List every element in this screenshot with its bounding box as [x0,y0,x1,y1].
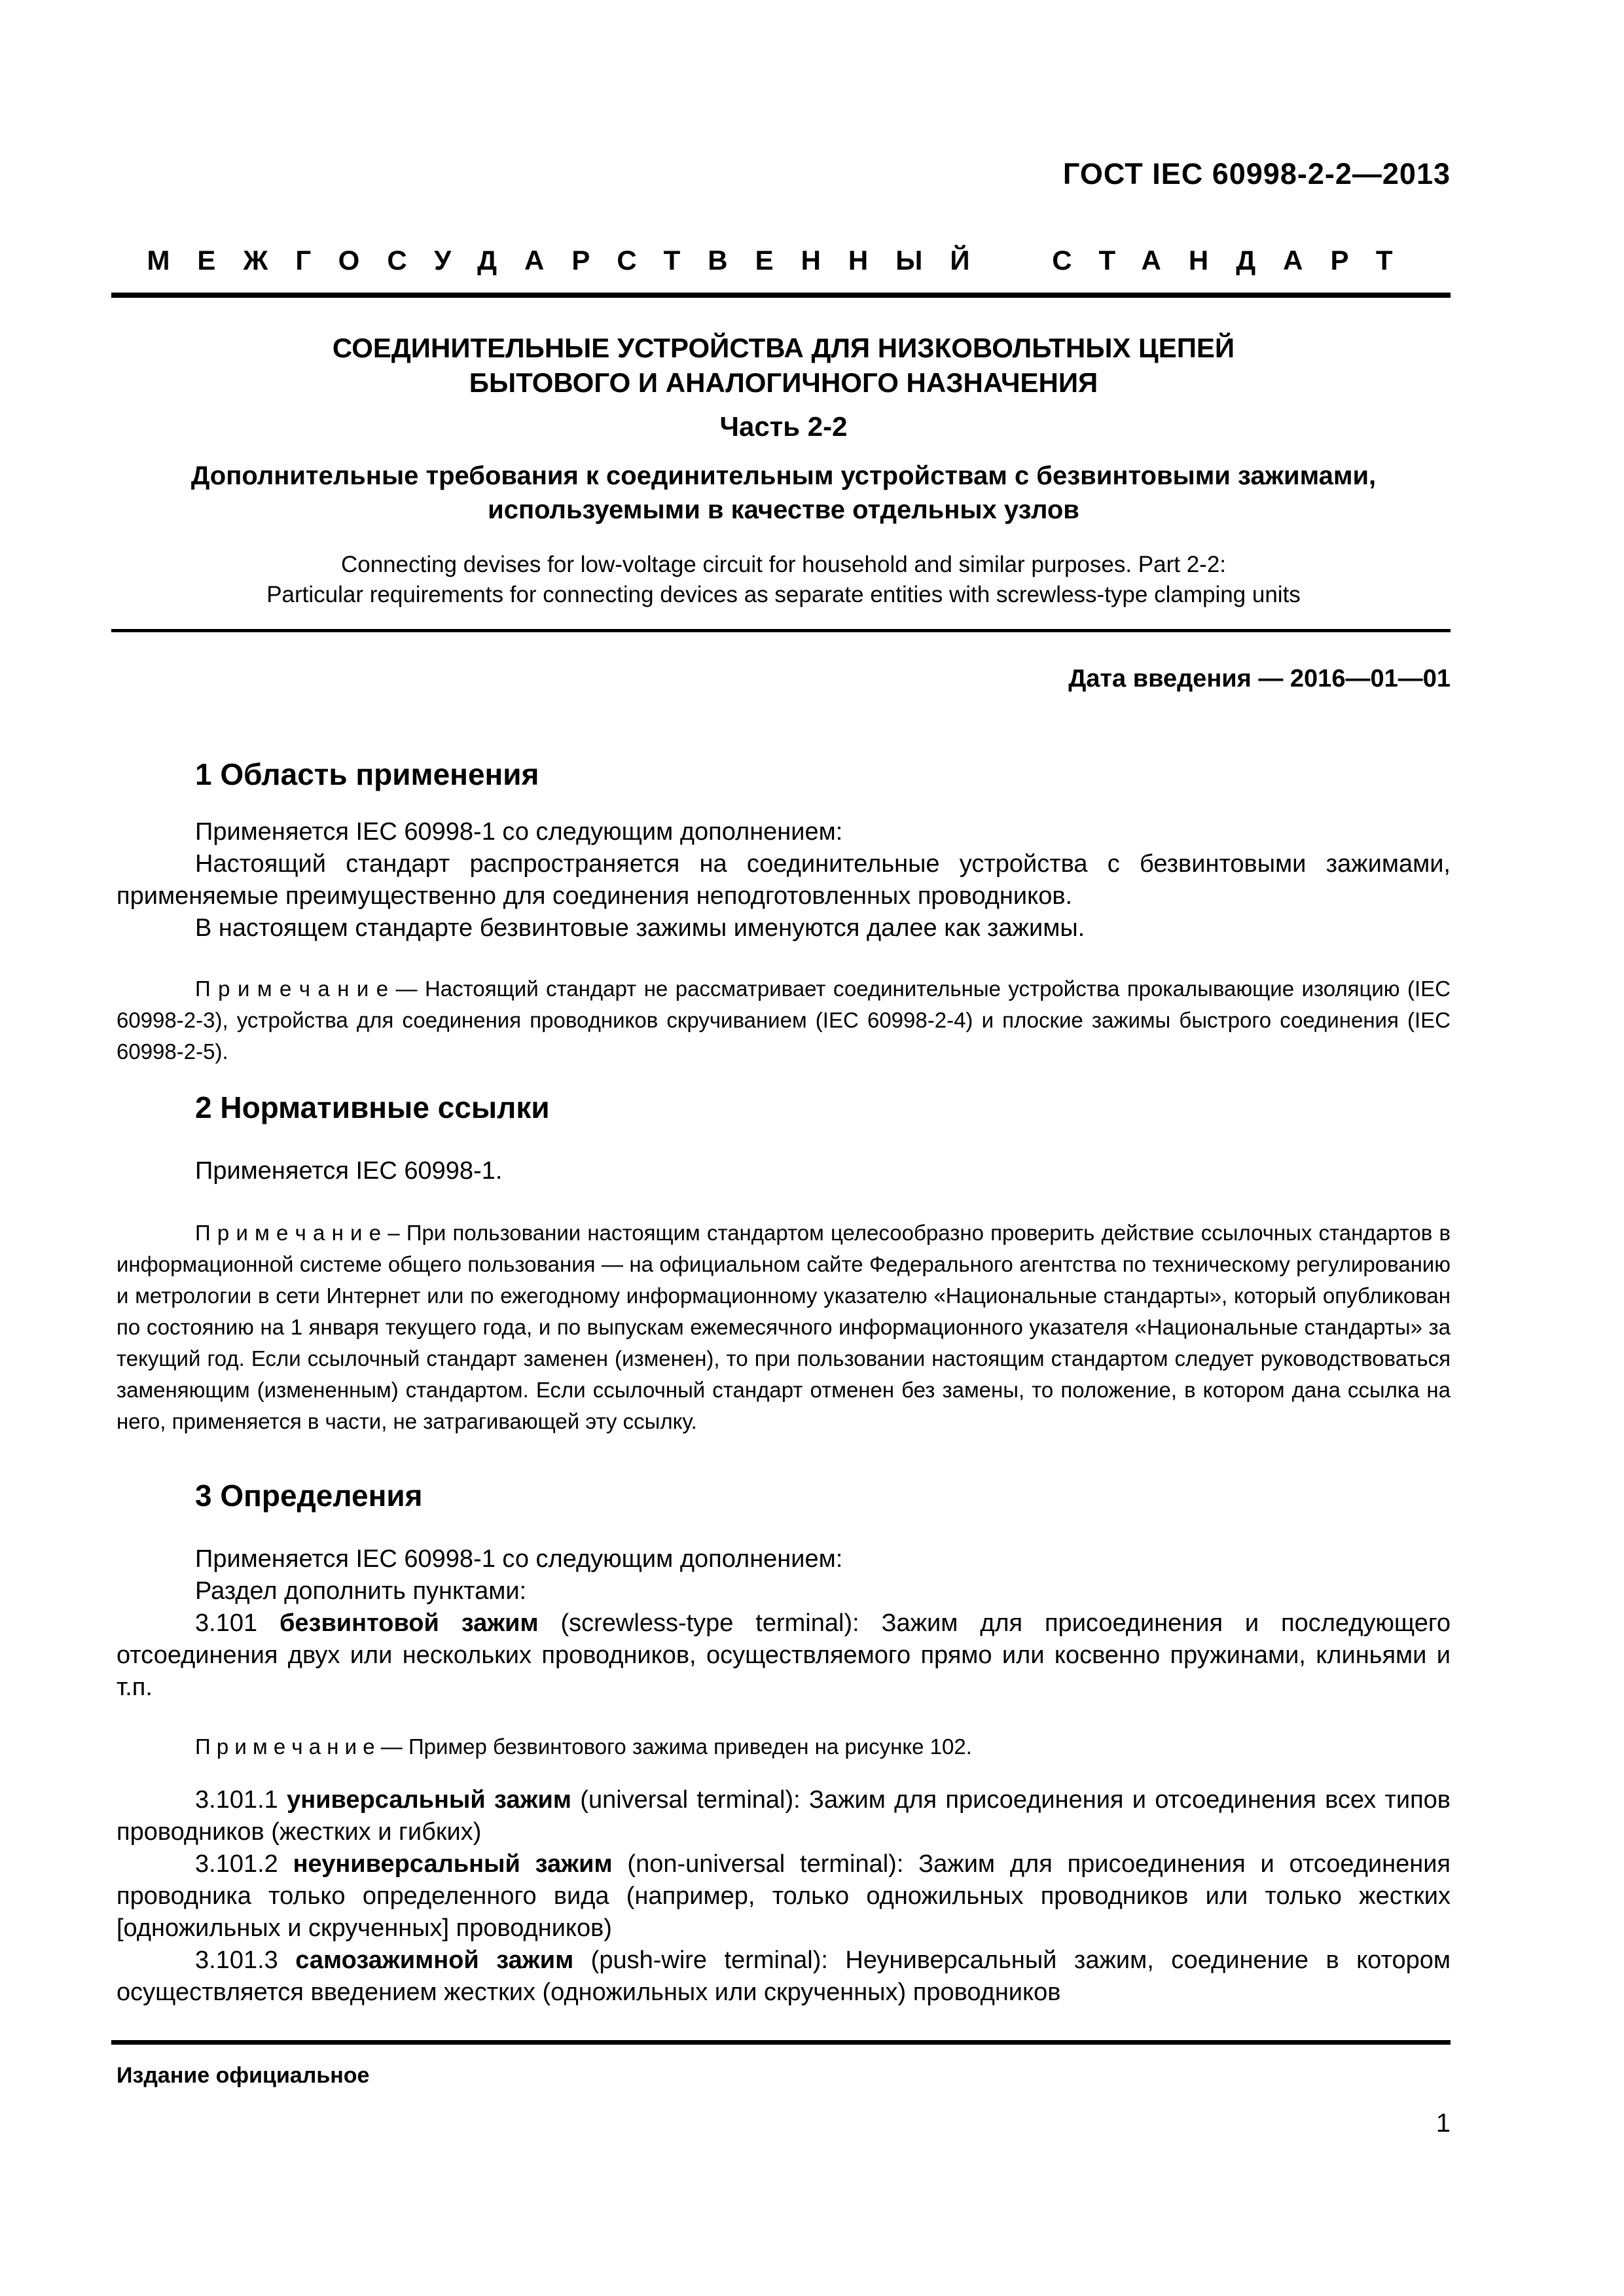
doc-number: ГОСТ IEC 60998-2-2—2013 [1062,157,1451,190]
section-1-paragraph: В настоящем стандарте безвинтовые зажимы именуются далее как зажимы. [195,914,1085,942]
clause-number: 3.101.2 [195,1850,293,1878]
section-3-note [117,1731,1451,1763]
subtitle-line1: Дополнительные требования к соединительным устройствам с безвинтовыми зажимами, [190,461,1377,490]
clause-text: (universal terminal): Зажим для присоединения и отсоединения всех типов проводников (жестких и гибких) [117,1786,1451,1846]
standard-type-heading: МЕЖГОСУДАРСТВЕННЫЙ СТАНДАРТ [147,245,1420,276]
section-1-body [117,816,1451,944]
clause-term: самозажимной зажим [295,1946,574,1974]
section-2-paragraph: Применяется IEC 60998-1. [195,1157,503,1185]
title-ru-line2: БЫТОВОГО И АНАЛОГИЧНОГО НАЗНАЧЕНИЯ [469,367,1098,398]
section-3-paragraph: Раздел дополнить пунктами: [195,1577,527,1605]
footer-rule [111,2040,1451,2045]
section-2-body [117,1155,1451,1187]
header-rule [111,293,1451,298]
title-en-line1: Connecting devises for low-voltage circuit for household and similar purposes. Part 2-2: [340,552,1227,577]
note-text: П р и м е ч а н и е – При пользовании настоящим стандартом целесообразно проверить действие ссылочных стандартов в информационной системе общего пользования — на официальном сайте Федерального агентства по техническому регулированию и метрологии в сети Интернет или по ежегодному информационному указателю «Национальные стандарты», который опубликован по состоянию на 1 января текущего года, и по выпускам ежемесячного информационного указателя «Национальные стандарты» за текущий год. Если ссылочный стандарт заменен (изменен), то при пользовании настоящим стандартом следует руководствоваться заменяющим (измененным) стандартом. Если ссылочный стандарт отменен без замены, то положение, в котором дана ссылка на него, применяется в части, не затрагивающей эту ссылку. [117,1221,1451,1433]
document-title-ru [117,331,1451,400]
section-2-note [117,1217,1451,1437]
clause-text: (non-universal terminal): Зажим для присоединения и отсоединения проводника только определенного вида (например, только одножильных проводников или только жестких [одножильных и скрученных] проводников) [117,1850,1451,1942]
introduction-date: Дата введения — 2016—01—01 [1068,665,1451,692]
title-part: Часть 2-2 [719,411,848,442]
clause-3-101 [117,1607,1451,1704]
document-subtitle [117,459,1451,527]
title-ru-line1: СОЕДИНИТЕЛЬНЫЕ УСТРОЙСТВА ДЛЯ НИЗКОВОЛЬТНЫХ ЦЕПЕЙ [332,332,1235,363]
section-1-heading: 1 Область применения [195,757,539,791]
clause-term: неуниверсальный зажим [293,1850,613,1878]
note-text: П р и м е ч а н и е — Пример безвинтового зажима приведен на рисунке 102. [195,1734,972,1759]
clause-3-101-1 [117,1784,1451,1848]
section-3-body-bottom [117,1784,1451,2009]
section-3-heading: 3 Определения [195,1479,423,1513]
clause-number: 3.101.1 [195,1786,287,1814]
section-1-paragraph: Применяется IEC 60998-1 со следующим дополнением: [195,818,843,846]
document-title-en [117,550,1451,610]
clause-term: безвинтовой зажим [279,1609,539,1637]
title-en-line2: Particular requirements for connecting devices as separate entities with screwless-type clamping units [266,582,1301,607]
official-edition-label: Издание официальное [117,2063,370,2088]
section-3-paragraph: Применяется IEC 60998-1 со следующим дополнением: [195,1545,843,1573]
clause-3-101-2 [117,1848,1451,1945]
section-2-heading: 2 Нормативные ссылки [195,1090,550,1124]
page-number: 1 [1435,2109,1451,2138]
clause-number: 3.101.3 [195,1946,296,1974]
subtitle-line2: используемыми в качестве отдельных узлов [488,495,1079,524]
clause-number: 3.101 [195,1609,280,1637]
clause-text: (screwless-type terminal): Зажим для присоединения и последующего отсоединения двух или нескольких проводников, осуществляемого прямо или косвенно пружинами, клиньями и т.п. [117,1609,1451,1701]
clause-term: универсальный зажим [287,1786,571,1814]
section-1-paragraph: Настоящий стандарт распространяется на соединительные устройства с безвинтовыми зажимами, применяемые преимущественно для соединения неподготовленных проводников. [117,850,1451,910]
section-3-body-top [117,1543,1451,1704]
note-text: П р и м е ч а н и е — Настоящий стандарт не рассматривает соединительные устройства прокалывающие изоляцию (IEC 60998-2-3), устройства для соединения проводников скручиванием (IEC 60998-2-4) и плоские зажимы быстрого соединения (IEC 60998-2-5). [117,977,1451,1064]
clause-3-101-3 [117,1945,1451,2009]
title-rule [111,629,1451,632]
clause-text: (push-wire terminal): Неуниверсальный зажим, соединение в котором осуществляется введением жестких (одножильных или скрученных) проводников [117,1946,1451,2006]
section-1-note [117,973,1451,1067]
